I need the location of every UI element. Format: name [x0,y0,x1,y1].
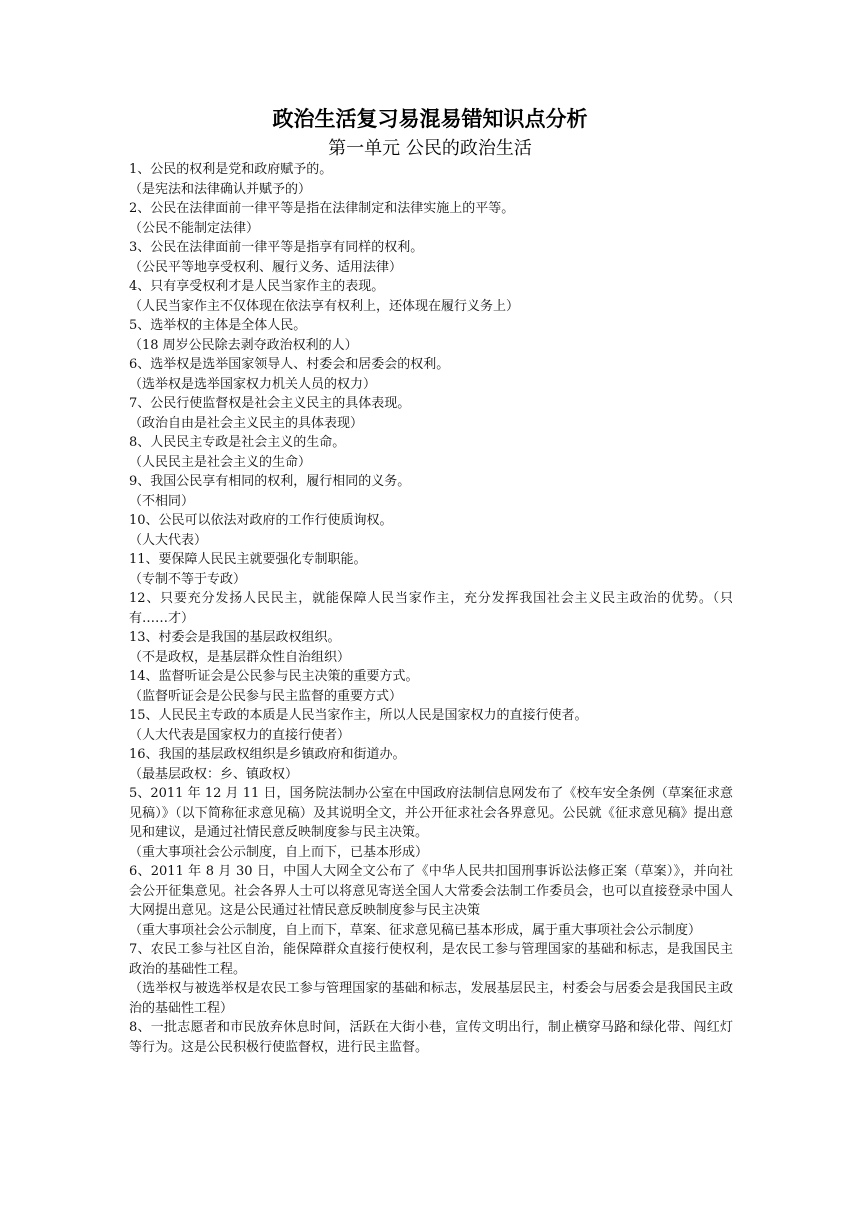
answer-correction: （是宪法和法律确认并赋予的） [129,181,312,197]
statement-item: 14、监督听证会是公民参与民主决策的重要方式。 [129,669,419,684]
statement-item: 8、人民民主专政是社会主义的生命。 [129,435,346,450]
statement-item: 6、2011 年 8 月 30 日，中国人大网全文公布了《中华人民共扣国刑事诉讼法修正案（草案）》，并向社会公开征集意见。社会各界人士可以将意见寄送全国人大常委会法制工作委员会，也可以直接登录中国人大网提出意见。这是公民通过社情民意反映制度参与民主决策 [129,864,733,918]
statement-item: 8、一批志愿者和市民放弃休息时间，活跃在大街小巷，宣传文明出行，制止横穿马路和绿化带、闯红灯等行为。这是公民积极行使监督权，进行民主监督。 [129,1020,733,1055]
answer-correction: （人大代表） [129,532,208,548]
answer-correction: （公民平等地享受权利、履行义务、适用法律） [129,259,403,275]
document-title: 政治生活复习易混易错知识点分析 [272,107,588,131]
statement-item: 12、只要充分发扬人民民主，就能保障人民当家作主，充分发挥我国社会主义民主政治的优势。（只有……才） [129,591,733,626]
answer-correction: （人大代表是国家权力的直接行使者） [129,727,351,743]
answer-correction: （政治自由是社会主义民主的具体表现） [129,415,364,431]
statement-item: 10、公民可以依法对政府的工作行使质询权。 [129,513,393,528]
unit-heading: 第一单元 公民的政治生活 [328,138,532,159]
statement-item: 16、我国的基层政权组织是乡镇政府和街道办。 [129,747,406,762]
statement-item: 6、选举权是选举国家领导人、村委会和居委会的权利。 [129,357,450,372]
answer-correction: （重大事项社会公示制度，自上而下，草案、征求意见稿已基本形成，属于重大事项社会公示制度） [129,922,702,938]
answer-correction: （最基层政权：乡、镇政权） [129,766,299,782]
statement-item: 5、选举权的主体是全体人民。 [129,318,307,333]
statement-item: 5、2011 年 12 月 11 日，国务院法制办公室在中国政府法制信息网发布了《校车安全条例（草案征求意见稿）》（以下简称征求意见稿）及其说明全文，并公开征求社会各界意见。公民就《征求意见稿》提出意见和建议，是通过社情民意反映制度参与民主决策。 [129,786,733,840]
answer-correction: （人民当家作主不仅体现在依法享有权利上，还体现在履行义务上） [129,298,520,314]
statement-item: 13、村委会是我国的基层政权组织。 [129,630,341,645]
answer-correction: （人民民主是社会主义的生命） [129,454,312,470]
document-body [129,160,733,1057]
answer-correction: （不相同） [129,493,195,509]
answer-correction: （18 周岁公民除去剥夺政治权利的人） [129,337,358,353]
answer-correction: （专制不等于专政） [129,571,247,587]
statement-item: 1、公民的权利是党和政府赋予的。 [129,162,333,177]
answer-correction: （选举权与被选举权是农民工参与管理国家的基础和标志，发展基层民主，村委会与居委会是我国民主政治的基础性工程） [129,981,733,1016]
answer-correction: （公民不能制定法律） [129,220,260,236]
statement-item: 7、农民工参与社区自治，能保障群众直接行使权利，是农民工参与管理国家的基础和标志，是我国民主政治的基础性工程。 [129,942,733,977]
statement-item: 15、人民民主专政的本质是人民当家作主，所以人民是国家权力的直接行使者。 [129,708,588,723]
statement-item: 9、我国公民享有相同的权利，履行相同的义务。 [129,474,411,489]
statement-item: 7、公民行使监督权是社会主义民主的具体表现。 [129,396,411,411]
answer-correction: （不是政权，是基层群众性自治组织） [129,649,351,665]
answer-correction: （重大事项社会公示制度，自上而下，已基本形成） [129,844,429,860]
statement-item: 4、只有享受权利才是人民当家作主的表现。 [129,279,385,294]
statement-item: 2、公民在法律面前一律平等是指在法律制定和法律实施上的平等。 [129,201,515,216]
answer-correction: （选举权是选举国家权力机关人员的权力） [129,376,377,392]
statement-item: 3、公民在法律面前一律平等是指享有同样的权利。 [129,240,424,255]
answer-correction: （监督听证会是公民参与民主监督的重要方式） [129,688,403,704]
statement-item: 11、要保障人民民主就要强化专制职能。 [129,552,367,567]
